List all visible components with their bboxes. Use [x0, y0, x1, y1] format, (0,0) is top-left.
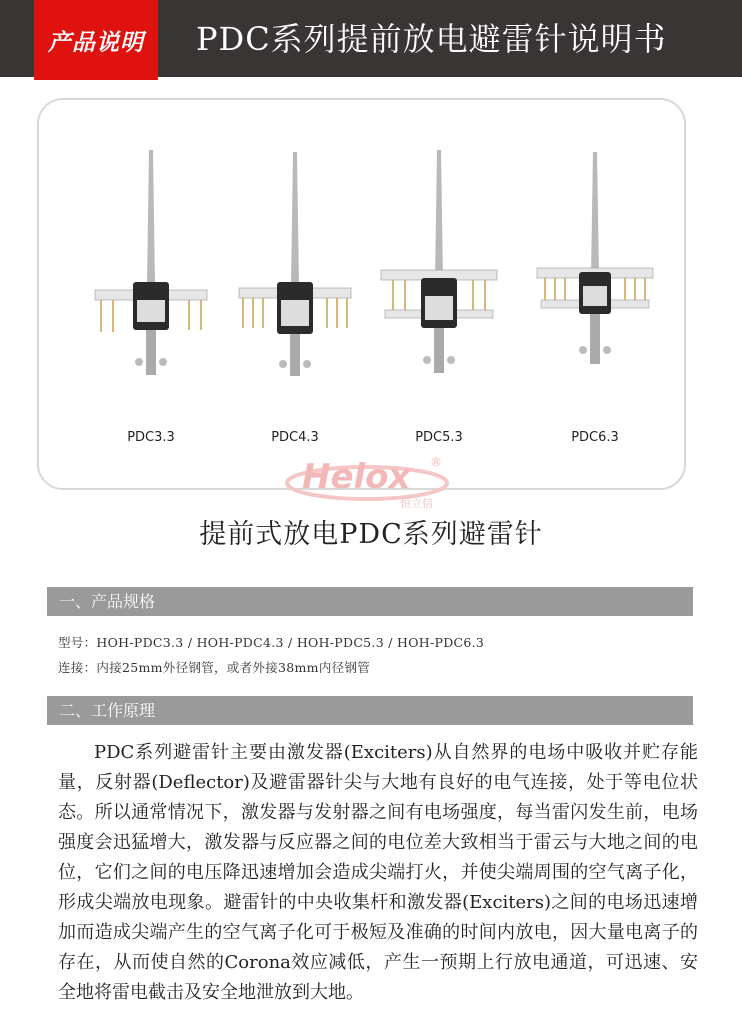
- product-image-pdc6-3: [535, 150, 655, 390]
- product-label-pdc5-3: PDC5.3: [415, 430, 463, 445]
- section-heading-principle: 二、工作原理: [47, 696, 693, 725]
- lightning-rod-illustration: [235, 150, 355, 390]
- product-image-pdc5-3: [379, 150, 499, 390]
- product-label-pdc6-3: PDC6.3: [571, 430, 619, 445]
- product-panel: [37, 98, 686, 490]
- helox-logo: Helox ® 恒立信: [282, 455, 452, 515]
- product-label-pdc4-3: PDC4.3: [271, 430, 319, 445]
- lightning-rod-illustration: [91, 150, 211, 390]
- section-heading-specs: 一、产品规格: [47, 587, 693, 616]
- page-title: PDC系列提前放电避雷针说明书: [196, 20, 667, 58]
- spec-model-line: 型号：HOH-PDC3.3 / HOH-PDC4.3 / HOH-PDC5.3 / HOH-PDC6.3: [58, 635, 485, 650]
- principle-paragraph: PDC系列避雷针主要由激发器(Exciters)从自然界的电场中吸收并贮存能量，反射器(Deflector)及避雷器针尖与大地有良好的电气连接，处于等电位状态。所以通常情况下，激发器与发射器之间有电场强度，每当雷闪发生前，电场强度会迅猛增大，激发器与反应器之间的电位差大致相当于雷云与大地之间的电位，它们之间的电压降迅速增加会造成尖端打火，并使尖端周围的空气离子化，形成尖端放电现象。避雷针的中央收集杆和激发器(Exciters)之间的电场迅速增加而造成尖端产生的空气离子化可于极短及准确的时间内放电，因大量电离子的存在，从而使自然的Corona效应减低，产生一预期上行放电通道，可迅速、安全地将雷电截击及安全地泄放到大地。: [58, 742, 698, 1003]
- product-label-pdc3-3: PDC3.3: [127, 430, 175, 445]
- lightning-rod-illustration: [535, 150, 655, 390]
- product-image-pdc4-3: [235, 150, 355, 390]
- product-badge: 产品说明: [34, 0, 158, 80]
- section-main-title: 提前式放电PDC系列避雷针: [199, 519, 543, 550]
- lightning-rod-illustration: [379, 150, 499, 390]
- spec-connection-line: 连接：内接25mm外径钢管，或者外接38mm内径钢管: [58, 660, 371, 675]
- product-image-pdc3-3: [91, 150, 211, 390]
